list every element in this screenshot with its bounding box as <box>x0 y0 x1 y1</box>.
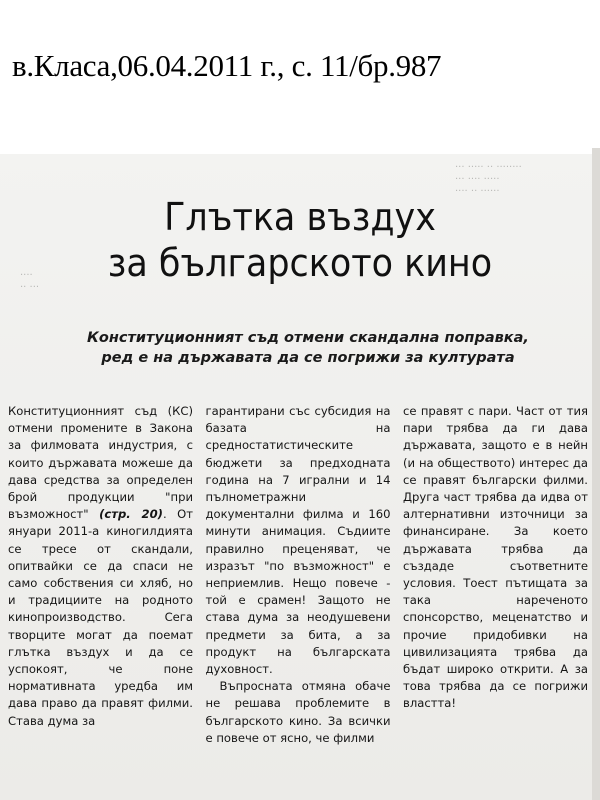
article-body <box>8 403 588 747</box>
column-1-text-b: . От януари 2011-а киногилдията се тресе от скандали, опитвайки се да спаси не само собствения си хляб, но и традициите на родното кинопроизводство. Сега творците могат да поемат глътка въздух и да се успокоят, че поне нормативната уредба им дава право да правят филми. Става дума за <box>8 507 193 728</box>
column-1-paragraph <box>8 403 193 730</box>
article-column-3 <box>403 403 588 747</box>
subhead-line-2: ред е на държавата да се погрижи за културата <box>101 350 515 366</box>
clipping-right-shadow <box>592 148 600 800</box>
clipping-top-edge <box>0 148 600 154</box>
article-headline <box>79 194 521 286</box>
headline-line-2: за българското кино <box>107 241 493 285</box>
column-2-paragraph-1: гарантирани със субсидия на базата на средностатистическите бюджети за предходната година на 7 игрални и 14 пълнометражни документални филма и 160 минути анимация. Съдиите правилно преценяват, че изразът "по възможност" е неприемлив. Нещо повече - той е срамен! Защото не става дума за неодушевени предмети за бита, а за продукт на българската духовност. <box>205 404 391 677</box>
headline-line-1: Глътка въздух <box>164 195 436 239</box>
page-reference: (стр. 20) <box>99 507 163 522</box>
article-column-1 <box>8 403 193 747</box>
column-1-text-a: Конституционният съд (КС) отмени промените в Закона за филмовата индустрия, с които държавата можеше да дава средства за определен брой продукции "при възможност" <box>8 404 193 522</box>
source-citation: в.Класа,06.04.2011 г., с. 11/бр.987 <box>12 48 442 83</box>
newspaper-clipping <box>0 148 600 800</box>
subhead-line-1: Конституционният съд отмени скандална поправка, <box>87 330 529 346</box>
article-column-2 <box>206 403 391 747</box>
bleed-through-text-left: ···· ·· ··· <box>20 270 40 293</box>
article-subheadline <box>78 328 538 368</box>
column-3-paragraph: се правят с пари. Част от тия пари трябва да ги дава държавата, защото е в нейн (и на обществото) интерес да се правят български филми. Друга част трябва да идва от алтернативни източници за финансиране. За което държавата трябва да създаде съответните условия. Тоест пътищата за така нареченото спонсорство, меценатство и прочие придобивки на цивилизацията трябва да бъдат широко открити. А за това трябва да се погрижи властта! <box>403 404 588 711</box>
bleed-through-text-top: ··· ····· ·· ········ ··· ···· ····· ···· ·· ······ <box>455 162 522 197</box>
column-2-paragraph-2: Въпросната отмяна обаче не решава проблемите в българското кино. За всички е повече от ясно, че филми <box>205 679 391 745</box>
